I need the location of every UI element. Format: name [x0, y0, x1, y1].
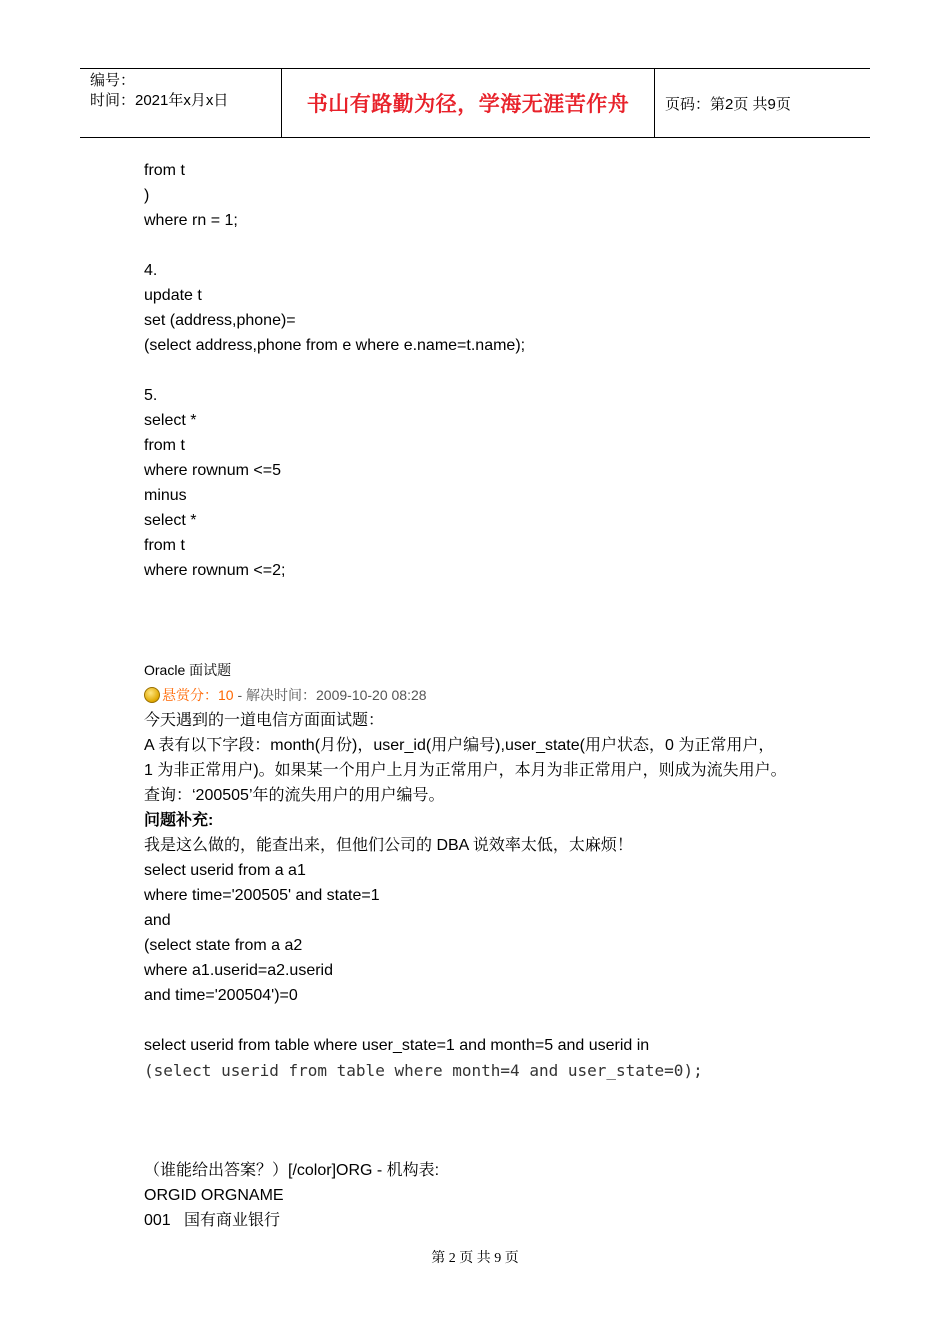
code-line: (select address,phone from e where e.name=t.name); — [144, 337, 526, 354]
code-line: select * — [144, 512, 197, 529]
query-line: and — [144, 912, 171, 929]
page-header — [80, 68, 870, 138]
code-line: select * — [144, 412, 197, 429]
supplement-label: 问题补充: — [144, 812, 214, 829]
question-title: Oracle 面试题 — [144, 662, 232, 678]
header-motto-cell — [282, 69, 655, 137]
query-line: (select state from a a2 — [144, 937, 303, 954]
header-page-cell — [655, 69, 870, 137]
query-line-mono: (select userid from table where month=4 and user_state=0); — [144, 1061, 703, 1080]
question-body-line: 查询：‘200505’年的流失用户的用户编号。 — [144, 787, 445, 804]
item-number: 4. — [144, 262, 158, 279]
query-line: where a1.userid=a2.userid — [144, 962, 334, 979]
page-info: 页码：第2页 共9页 — [665, 95, 791, 113]
code-line: from t — [144, 537, 185, 554]
time-label: 时间：2021年x月x日 — [90, 92, 229, 109]
code-line: where rownum <=2; — [144, 562, 286, 579]
code-line: where rn = 1; — [144, 212, 238, 229]
header-left-cell — [80, 69, 282, 137]
org-intro: （谁能给出答案？）[/color]ORG - 机构表: — [144, 1162, 440, 1179]
resolved-time: - 解决时间：2009-10-20 08:28 — [233, 687, 427, 703]
page-footer: 第 2 页 共 9 页 — [431, 1251, 519, 1266]
reward-label: 悬赏分： — [162, 687, 218, 703]
code-line: from t — [144, 162, 185, 179]
motto: 书山有路勤为径，学海无涯苦作舟 — [306, 92, 630, 116]
query-line: and time='200504')=0 — [144, 987, 298, 1004]
question-meta — [144, 683, 844, 708]
code-line: set (address,phone)= — [144, 312, 296, 329]
code-line: where rownum <=5 — [144, 462, 281, 479]
question-body-line: 1 为非正常用户)。如果某一个用户上月为正常用户，本月为非正常用户，则成为流失用户。 — [144, 762, 787, 779]
org-columns: ORGID ORGNAME — [144, 1187, 284, 1204]
reward-value: 10 — [218, 687, 234, 703]
coin-icon — [144, 687, 160, 703]
code-line: ) — [144, 187, 150, 204]
code-line: update t — [144, 287, 202, 304]
number-label: 编号： — [90, 72, 136, 89]
item-number: 5. — [144, 387, 158, 404]
query-line: where time='200505' and state=1 — [144, 887, 380, 904]
query-line: select userid from table where user_state=1 and month=5 and userid in — [144, 1037, 650, 1054]
org-row: 001 国有商业银行 — [144, 1212, 281, 1229]
question-body-line: 今天遇到的一道电信方面面试题： — [144, 712, 385, 729]
question-body-line: A 表有以下字段：month(月份)，user_id(用户编号),user_state(用户状态，0 为正常用户， — [144, 737, 775, 754]
supplement-text: 我是这么做的，能查出来，但他们公司的 DBA 说效率太低，太麻烦！ — [144, 837, 633, 854]
query-line: select userid from a a1 — [144, 862, 306, 879]
code-line: minus — [144, 487, 187, 504]
document-body — [144, 158, 844, 1233]
code-line: from t — [144, 437, 185, 454]
